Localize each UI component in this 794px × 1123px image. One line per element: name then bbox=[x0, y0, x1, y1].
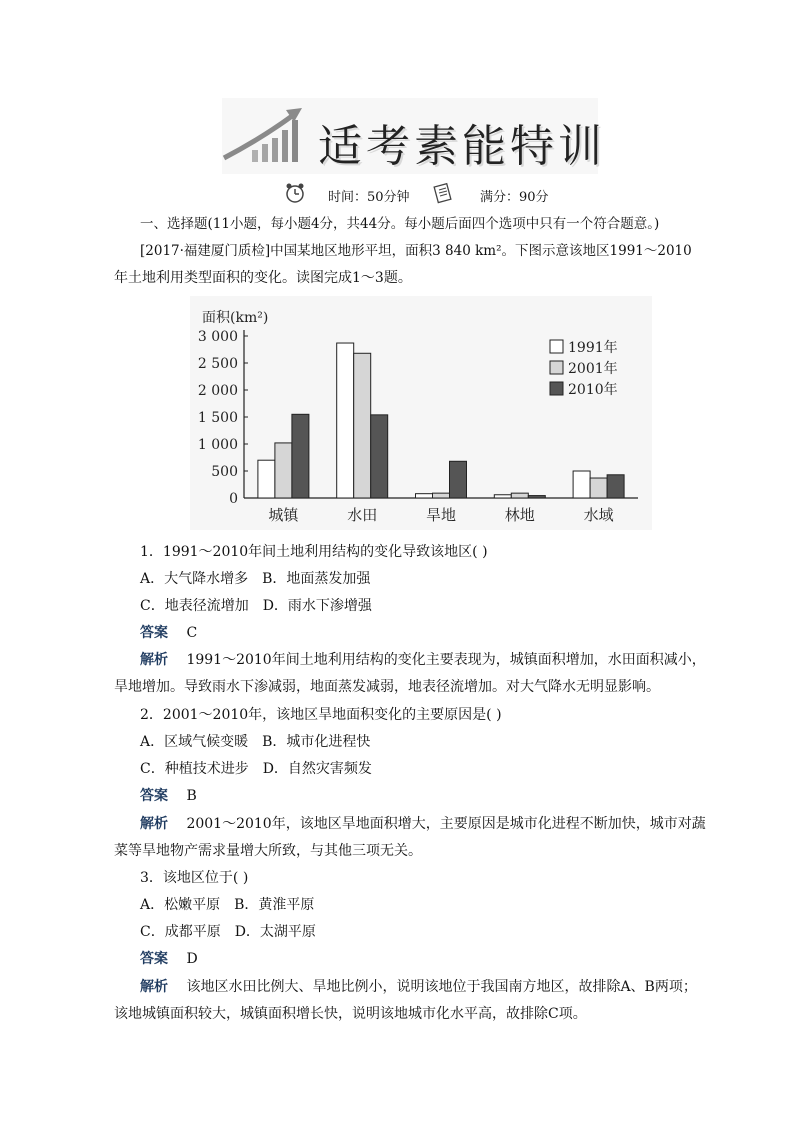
question-1-analysis-cont: 旱地增加。导致雨水下渗减弱，地面蒸发减弱，地表径流增加。对大气降水无明显影响。 bbox=[114, 679, 660, 695]
question-2-options-cd: C．种植技术进步 D．自然灾害频发 bbox=[140, 761, 372, 777]
bar-2001年-旱地 bbox=[433, 493, 450, 498]
question-2-stem: 2．2001～2010年，该地区旱地面积变化的主要原因是( ) bbox=[140, 707, 502, 723]
y-tick-label: 3 000 bbox=[197, 329, 238, 345]
legend-swatch bbox=[550, 382, 563, 395]
y-tick-label: 2 500 bbox=[197, 356, 238, 372]
x-tick-label: 城镇 bbox=[268, 506, 299, 524]
banner-title: 适考素能特训 bbox=[318, 121, 606, 172]
analysis-text-1: 2001～2010年，该地区旱地面积增大，主要原因是城市化进程不断加快，城市对蔬 bbox=[186, 816, 706, 832]
bar-2001年-林地 bbox=[511, 493, 528, 498]
bar-2010年-林地 bbox=[528, 496, 545, 498]
question-2-analysis-cont: 菜等旱地物产需求量增大所致，与其他三项无关。 bbox=[114, 843, 422, 859]
time-label: 时间：50分钟 bbox=[328, 190, 410, 205]
y-tick-label: 2 000 bbox=[197, 383, 238, 399]
legend-swatch bbox=[550, 361, 563, 374]
question-1-answer bbox=[140, 623, 197, 643]
question-1-stem: 1．1991～2010年间土地利用结构的变化导致该地区( ) bbox=[140, 544, 488, 560]
x-tick-label: 水田 bbox=[347, 506, 378, 524]
bar-1991年-林地 bbox=[494, 495, 511, 498]
exam-meta bbox=[0, 182, 794, 208]
analysis-text-1: 1991～2010年间土地利用结构的变化主要表现为，城镇面积增加，水田面积减小， bbox=[186, 652, 706, 668]
paper-icon bbox=[432, 182, 454, 204]
question-2-options-ab: A．区域气候变暖 B．城市化进程快 bbox=[140, 734, 371, 750]
question-3-analysis-cont: 该地城镇面积较大，城镇面积增长快，说明该地城市化水平高，故排除C项。 bbox=[114, 1006, 587, 1022]
question-3-analysis bbox=[140, 977, 697, 997]
bar-1991年-城镇 bbox=[258, 460, 275, 498]
bar-2010年-城镇 bbox=[292, 414, 309, 498]
y-axis-label: 面积(km²) bbox=[202, 310, 269, 326]
x-tick-label: 旱地 bbox=[425, 506, 457, 524]
bar-2010年-水田 bbox=[371, 415, 388, 498]
intro-line-2: 年土地利用类型面积的变化。读图完成1～3题。 bbox=[114, 270, 412, 286]
legend-label: 2001年 bbox=[568, 361, 618, 377]
intro-line-1: [2017·福建厦门质检]中国某地区地形平坦，面积3 840 km²。下图示意该地区1991～2010 bbox=[140, 243, 692, 259]
question-1-options-ab: A．大气降水增多 B．地面蒸发加强 bbox=[140, 571, 371, 587]
question-3-answer bbox=[140, 949, 198, 969]
y-tick-label: 1 500 bbox=[197, 410, 238, 426]
answer-value: D bbox=[186, 951, 198, 967]
bar-2010年-旱地 bbox=[450, 461, 467, 498]
x-tick-label: 水域 bbox=[583, 506, 614, 524]
answer-label: 答案 bbox=[140, 625, 168, 641]
answer-label: 答案 bbox=[140, 788, 168, 804]
score-label: 满分：90分 bbox=[480, 190, 549, 205]
question-3-stem: 3．该地区位于( ) bbox=[140, 870, 249, 886]
question-1-options-cd: C．地表径流增加 D．雨水下渗增强 bbox=[140, 598, 372, 614]
bar-1991年-旱地 bbox=[416, 494, 433, 498]
y-tick-label: 1 000 bbox=[197, 437, 238, 453]
x-tick-label: 林地 bbox=[504, 506, 535, 524]
question-1-analysis bbox=[140, 650, 706, 670]
question-3-options-ab: A．松嫩平原 B．黄淮平原 bbox=[140, 897, 315, 913]
land-use-bar-chart bbox=[190, 296, 652, 530]
legend-swatch bbox=[550, 340, 563, 353]
question-3-options-cd: C．成都平原 D．太湖平原 bbox=[140, 924, 316, 940]
answer-value: C bbox=[186, 625, 198, 641]
bar-2010年-水域 bbox=[607, 475, 624, 498]
analysis-label: 解析 bbox=[140, 816, 168, 832]
question-2-analysis bbox=[140, 814, 706, 834]
bar-2001年-水田 bbox=[354, 353, 371, 498]
y-tick-label: 500 bbox=[211, 464, 238, 480]
y-tick-label: 0 bbox=[229, 491, 238, 507]
alarm-clock-icon bbox=[284, 182, 306, 204]
question-2-answer bbox=[140, 786, 197, 806]
legend-label: 1991年 bbox=[568, 340, 618, 356]
answer-value: B bbox=[186, 788, 197, 804]
answer-label: 答案 bbox=[140, 951, 168, 967]
analysis-text-1: 该地区水田比例大、旱地比例小，说明该地位于我国南方地区，故排除A、B两项； bbox=[186, 979, 697, 995]
bar-1991年-水田 bbox=[337, 343, 354, 498]
analysis-label: 解析 bbox=[140, 979, 168, 995]
bar-2001年-水域 bbox=[590, 478, 607, 498]
legend-label: 2010年 bbox=[568, 382, 618, 398]
analysis-label: 解析 bbox=[140, 652, 168, 668]
bar-1991年-水域 bbox=[573, 471, 590, 498]
section-heading: 一、选择题(11小题，每小题4分，共44分。每小题后面四个选项中只有一个符合题意。) bbox=[140, 216, 660, 232]
bar-2001年-城镇 bbox=[275, 443, 292, 498]
